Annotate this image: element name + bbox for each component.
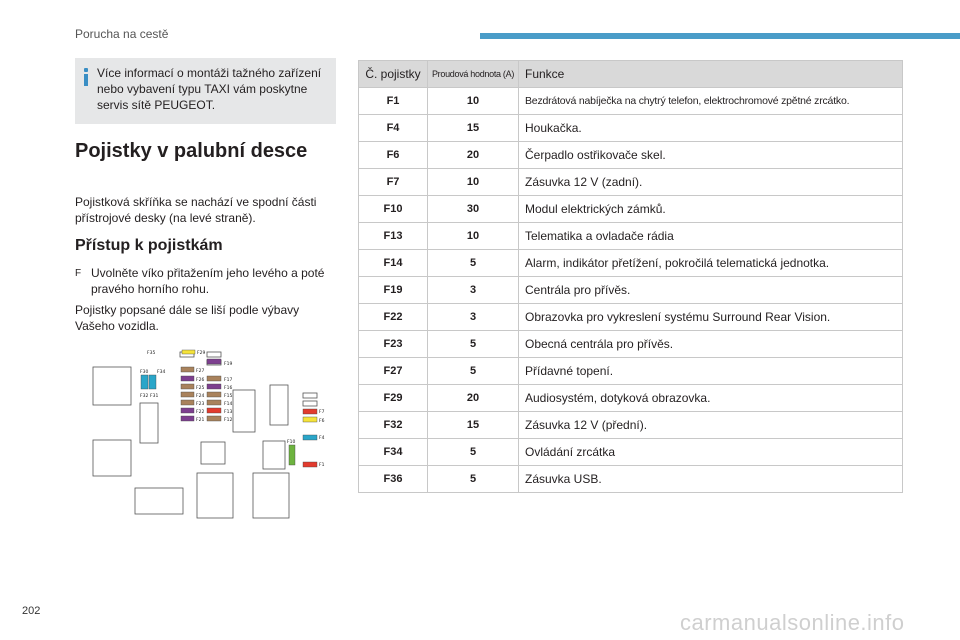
fuse-label-F14: F14: [224, 402, 233, 407]
fuse-function: Telematika a ovladače rádia: [519, 223, 903, 250]
fuse-function: Čerpadlo ostřikovače skel.: [519, 142, 903, 169]
table-row: [359, 331, 903, 358]
table-row: [359, 439, 903, 466]
fuse-number: F19: [359, 277, 428, 304]
fuse-label-F19: F19: [224, 362, 233, 367]
table-row: [359, 304, 903, 331]
fuse-amps: 3: [428, 277, 519, 304]
fuse-label-F13: F13: [224, 410, 233, 415]
header-accent-bar: [480, 33, 960, 39]
fuse-amps: 20: [428, 142, 519, 169]
fuse-label-F26: F26: [196, 378, 205, 383]
fuse-label-F10: F10: [287, 440, 296, 445]
fuse-label-F6: F6: [319, 419, 325, 424]
table-row: [359, 142, 903, 169]
fuse-function: Modul elektrických zámků.: [519, 196, 903, 223]
col-header-amps: Proudová hodnota (A): [428, 61, 519, 88]
table-row: [359, 196, 903, 223]
fuse-amps: 20: [428, 385, 519, 412]
info-box: [75, 58, 336, 124]
col-header-function: Funkce: [519, 61, 903, 88]
fuse-amps: 15: [428, 115, 519, 142]
fuse-function: Obrazovka pro vykreslení systému Surround Rear Vision.: [519, 304, 903, 331]
fuse-number: F32: [359, 412, 428, 439]
fuse-table: [358, 60, 903, 493]
fuse-label-F32: F32: [140, 394, 149, 399]
intro-paragraph: Pojistková skříňka se nachází ve spodní části přístrojové desky (na levé straně).: [75, 195, 317, 225]
fuse-label-F25: F25: [196, 386, 205, 391]
fuse-amps: 3: [428, 304, 519, 331]
fuse-function: Zásuvka 12 V (zadní).: [519, 169, 903, 196]
section-header-title: Porucha na cestě: [75, 27, 169, 41]
table-row: [359, 115, 903, 142]
table-row: [359, 88, 903, 115]
fuse-function: Obecná centrála pro přívěs.: [519, 331, 903, 358]
fuse-label-F22: F22: [196, 410, 205, 415]
fuse-number: F22: [359, 304, 428, 331]
page-number: 202: [22, 605, 41, 617]
table-row: [359, 250, 903, 277]
fuse-function: Přídavné topení.: [519, 358, 903, 385]
fuse-amps: 5: [428, 358, 519, 385]
fuse-number: F14: [359, 250, 428, 277]
fuse-number: F34: [359, 439, 428, 466]
table-row: [359, 358, 903, 385]
fuse-label-F12: F12: [224, 418, 233, 423]
fuse-function: Alarm, indikátor přetížení, pokročilá telematická jednotka.: [519, 250, 903, 277]
info-icon: [83, 68, 89, 86]
fuse-label-F31: F31: [150, 394, 159, 399]
fuse-number: F1: [359, 88, 428, 115]
watermark: carmanualsonline.info: [680, 610, 905, 635]
fuse-number: F29: [359, 385, 428, 412]
subsection-title: Přístup k pojistkám: [75, 237, 223, 254]
fuse-number: F7: [359, 169, 428, 196]
fuse-function: Houkačka.: [519, 115, 903, 142]
fuse-amps: 10: [428, 169, 519, 196]
fuse-number: F4: [359, 115, 428, 142]
fuse-label-F34: F34: [157, 370, 166, 375]
fuse-label-F7: F7: [319, 410, 325, 415]
fuse-label-F21: F21: [196, 418, 205, 423]
fuse-number: F6: [359, 142, 428, 169]
fuse-label-F1: F1: [319, 463, 325, 468]
fuse-number: F23: [359, 331, 428, 358]
fuse-number: F36: [359, 466, 428, 493]
fuse-function: Audiosystém, dotyková obrazovka.: [519, 385, 903, 412]
fuse-function: Centrála pro přívěs.: [519, 277, 903, 304]
fuse-function: Bezdrátová nabíječka na chytrý telefon, elektrochromové zpětné zrcátko.: [519, 88, 903, 115]
note-paragraph: Pojistky popsané dále se liší podle výbavy Vašeho vozidla.: [75, 303, 300, 333]
table-row: [359, 466, 903, 493]
fuse-number: F27: [359, 358, 428, 385]
info-box-text: Více informací o montáži tažného zařízení nebo vybavení typu TAXI vám poskytne servis sítě PEUGEOT.: [97, 66, 322, 112]
section-title: Pojistky v palubní desce: [75, 140, 308, 162]
fuse-box-diagram: [85, 345, 335, 520]
fuse-function: Zásuvka 12 V (přední).: [519, 412, 903, 439]
fuse-label-F29: F29: [197, 351, 206, 356]
fuse-label-F24: F24: [196, 394, 205, 399]
table-row: [359, 385, 903, 412]
fuse-label-F4: F4: [319, 436, 325, 441]
fuse-amps: 5: [428, 439, 519, 466]
fuse-function: Zásuvka USB.: [519, 466, 903, 493]
fuse-label-F15: F15: [224, 394, 233, 399]
table-row: [359, 223, 903, 250]
fuse-label-F23: F23: [196, 402, 205, 407]
fuse-label-F30: F30: [140, 370, 149, 375]
table-row: [359, 169, 903, 196]
fuse-amps: 15: [428, 412, 519, 439]
fuse-label-F27: F27: [196, 369, 205, 374]
col-header-fuse: Č. pojistky: [359, 61, 428, 88]
fuse-amps: 30: [428, 196, 519, 223]
fuse-number: F13: [359, 223, 428, 250]
fuse-amps: 5: [428, 331, 519, 358]
fuse-number: F10: [359, 196, 428, 223]
fuse-label-F16: F16: [224, 386, 233, 391]
instruction-bullet: [75, 265, 340, 297]
table-row: [359, 277, 903, 304]
fuse-function: Ovládání zrcátka: [519, 439, 903, 466]
fuse-label-F35: F35: [147, 351, 156, 356]
table-row: [359, 412, 903, 439]
fuse-amps: 10: [428, 88, 519, 115]
fuse-label-F17: F17: [224, 378, 233, 383]
table-header-row: [359, 61, 903, 88]
bullet-mark: F: [75, 268, 82, 279]
bullet-text: Uvolněte víko přitažením jeho levého a poté pravého horního rohu.: [91, 266, 325, 296]
fuse-amps: 5: [428, 250, 519, 277]
fuse-amps: 5: [428, 466, 519, 493]
fuse-amps: 10: [428, 223, 519, 250]
